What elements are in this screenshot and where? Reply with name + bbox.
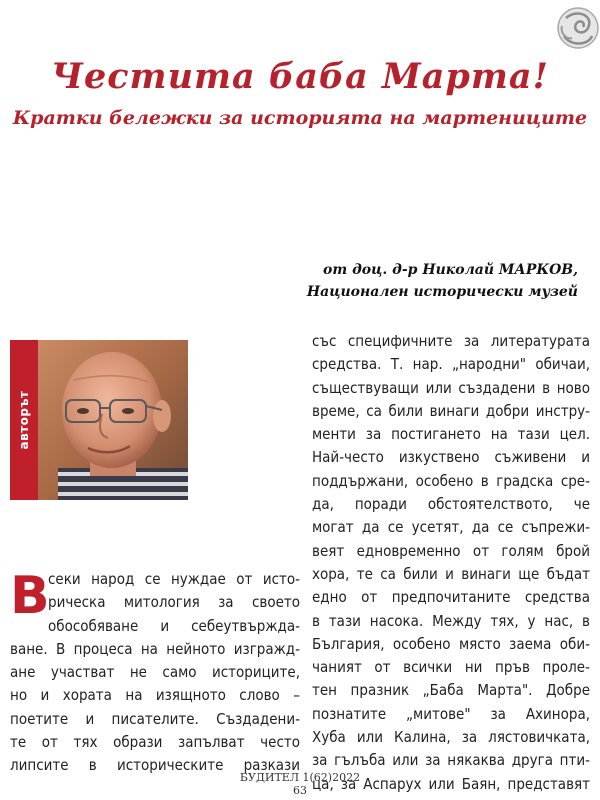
magazine-issue: БУДИТЕЛ 1(62)2022 (239, 771, 361, 784)
article-title: Честита баба Марта! (51, 56, 549, 97)
text-line: познатите „митове" за Ахинора, (312, 704, 590, 723)
text-line: поддържани, особено в градска сре- (312, 471, 590, 490)
text-line: чаният от всички ни пръв проле- (312, 658, 590, 677)
page-number: 63 (293, 784, 307, 797)
text-line: поетите и писателите. Създадени- (10, 709, 300, 728)
text-line: ца, за Аспарух или Баян, представят (312, 774, 590, 793)
text-line: хора, те са били и винаги ще бъдат (312, 564, 590, 583)
text-line: секи народ се нуждае от исто- (48, 570, 300, 588)
byline-institution: Национален исторически музей (306, 284, 578, 300)
text-line: менти за постигането на тази цел. (312, 425, 590, 444)
text-line: средства. Т. нар. „народни" обичаи, (312, 355, 590, 374)
text-line: рическа митология за своето (48, 593, 300, 612)
text-line: могат да се усетят, да се съпрежи- (312, 518, 590, 537)
text-line: за гълъба или за някаква друга пти- (312, 751, 590, 770)
text-line: ване. В процеса на нейното изгражд- (10, 639, 300, 658)
author-tag-label: авторът (17, 390, 31, 450)
text-line: те от тях образи запълват често (10, 733, 300, 752)
text-line: България, особено място заема оби- (312, 634, 590, 653)
author-photo (38, 340, 188, 500)
right-column (312, 330, 590, 796)
page-footer (0, 771, 600, 797)
text-line: съществуващи или създадени в ново (312, 378, 590, 397)
byline (307, 259, 578, 303)
text-line: със специфичните за литературата (312, 332, 590, 350)
text-line: липсите в историческите разкази (10, 756, 300, 775)
drop-cap: В (10, 566, 50, 626)
left-column (10, 568, 300, 778)
text-line: време, са били винаги добри инстру- (312, 401, 590, 420)
text-line: Хуба или Калина, за лястовичката, (312, 728, 590, 747)
author-photo-block (10, 340, 188, 500)
text-line: веят едновременно от голям брой (312, 541, 590, 560)
text-line: ане участват не само историците, (10, 663, 300, 682)
text-line: обособяване и себеутвържда- (48, 616, 300, 635)
text-line: но и хората на изящното слово – (10, 686, 300, 705)
text-line: едно от предпочитаните средства (312, 588, 590, 607)
author-tag (10, 340, 38, 500)
text-line: в тази насока. Между тях, у нас, в (312, 611, 590, 630)
byline-author: от доц. д-р Николай МАРКОВ, (323, 262, 578, 278)
text-line: Най-често изкуствено съживени и (312, 448, 590, 467)
ornament-icon (548, 2, 600, 54)
article-subtitle: Кратки бележки за историята на мартениците (12, 107, 588, 129)
text-line: тен празник „Баба Марта". Добре (312, 681, 590, 700)
text-line: да, поради обстоятелството, че (312, 495, 590, 514)
